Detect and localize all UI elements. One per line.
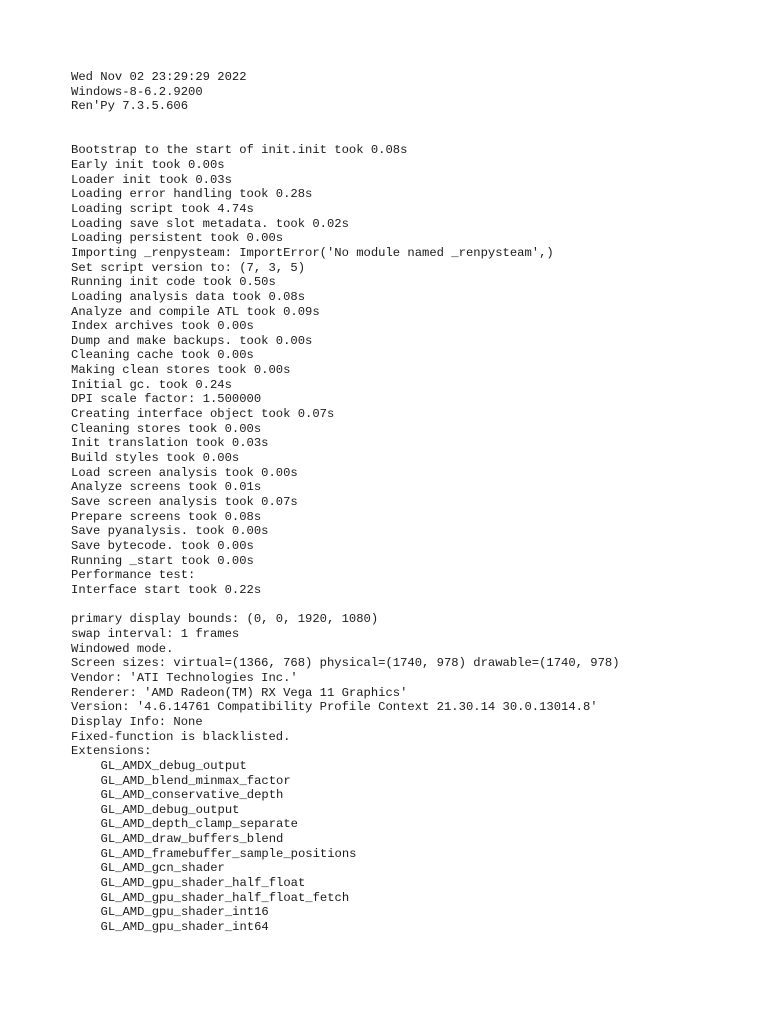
log-line: Version: '4.6.14761 Compatibility Profile Context 21.30.14 30.0.13014.8' bbox=[71, 700, 598, 715]
extension-item: GL_AMD_blend_minmax_factor bbox=[100, 773, 291, 788]
log-document bbox=[71, 70, 761, 935]
extension-item: GL_AMD_debug_output bbox=[100, 802, 240, 817]
log-line: Creating interface object took 0.07s bbox=[71, 407, 335, 422]
extensions-heading: Extensions: bbox=[71, 744, 152, 759]
extension-item: GL_AMD_gpu_shader_half_float_fetch bbox=[100, 890, 350, 905]
log-line: DPI scale factor: 1.500000 bbox=[71, 392, 262, 407]
blank-line bbox=[71, 129, 761, 144]
log-line: Analyze screens took 0.01s bbox=[71, 480, 262, 495]
log-line: Cleaning cache took 0.00s bbox=[71, 348, 254, 363]
log-line: Display Info: None bbox=[71, 714, 203, 729]
log-line: Vendor: 'ATI Technologies Inc.' bbox=[71, 670, 298, 685]
extension-item: GL_AMDX_debug_output bbox=[100, 758, 247, 773]
extension-item: GL_AMD_framebuffer_sample_positions bbox=[100, 846, 357, 861]
log-line: Save bytecode. took 0.00s bbox=[71, 539, 254, 553]
log-line: Making clean stores took 0.00s bbox=[71, 363, 291, 378]
header-date-line: Wed Nov 02 23:29:29 2022 bbox=[71, 70, 247, 84]
log-line: Dump and make backups. took 0.00s bbox=[71, 333, 313, 348]
log-line: Early init took 0.00s bbox=[71, 157, 225, 172]
log-line: Loading save slot metadata. took 0.02s bbox=[71, 216, 349, 231]
log-line: primary display bounds: (0, 0, 1920, 1080) bbox=[71, 612, 379, 627]
extension-item: GL_AMD_conservative_depth bbox=[100, 788, 284, 803]
log-line: Loader init took 0.03s bbox=[71, 172, 232, 187]
log-line: Renderer: 'AMD Radeon(TM) RX Vega 11 Graphics' bbox=[71, 685, 408, 700]
log-line: Loading analysis data took 0.08s bbox=[71, 289, 306, 304]
log-line: Prepare screens took 0.08s bbox=[71, 509, 262, 524]
log-line: swap interval: 1 frames bbox=[71, 626, 240, 641]
log-line: Analyze and compile ATL took 0.09s bbox=[71, 304, 320, 319]
header-section bbox=[71, 70, 761, 114]
blank-line bbox=[71, 114, 761, 129]
log-line: Running init code took 0.50s bbox=[71, 275, 276, 290]
log-line: Bootstrap to the start of init.init took 0.08s bbox=[71, 143, 408, 158]
log-line: Running _start took 0.00s bbox=[71, 553, 254, 568]
log-line: Fixed-function is blacklisted. bbox=[71, 729, 291, 744]
extension-item: GL_AMD_draw_buffers_blend bbox=[100, 832, 284, 847]
init-log-section bbox=[71, 143, 761, 597]
blank-line bbox=[71, 598, 761, 613]
log-line: Initial gc. took 0.24s bbox=[71, 377, 232, 392]
log-line: Interface start took 0.22s bbox=[71, 582, 262, 597]
log-line: Screen sizes: virtual=(1366, 768) physical=(1740, 978) drawable=(1740, 978) bbox=[71, 656, 620, 671]
log-line: Loading error handling took 0.28s bbox=[71, 187, 313, 202]
extension-item: GL_AMD_gpu_shader_int64 bbox=[100, 920, 269, 935]
log-line: Init translation took 0.03s bbox=[71, 436, 269, 451]
log-line: Save screen analysis took 0.07s bbox=[71, 495, 298, 510]
log-line: Windowed mode. bbox=[71, 641, 174, 656]
log-line: Set script version to: (7, 3, 5) bbox=[71, 260, 306, 275]
log-line: Performance test: bbox=[71, 568, 196, 583]
display-log-section bbox=[71, 612, 761, 759]
log-line: Index archives took 0.00s bbox=[71, 319, 254, 334]
log-line: Load screen analysis took 0.00s bbox=[71, 465, 298, 480]
log-line: Loading persistent took 0.00s bbox=[71, 231, 284, 246]
log-line: Cleaning stores took 0.00s bbox=[71, 421, 262, 436]
header-os-line: Windows-8-6.2.9200 bbox=[71, 84, 203, 99]
log-line: Importing _renpysteam: ImportError('No module named _renpysteam',) bbox=[71, 245, 554, 260]
log-line: Build styles took 0.00s bbox=[71, 451, 240, 466]
extension-item: GL_AMD_gpu_shader_int16 bbox=[100, 905, 269, 920]
extensions-list bbox=[71, 759, 761, 935]
header-renpy-version-line: Ren'Py 7.3.5.606 bbox=[71, 99, 189, 114]
extension-item: GL_AMD_depth_clamp_separate bbox=[100, 817, 298, 832]
log-line: Save pyanalysis. took 0.00s bbox=[71, 524, 269, 539]
extension-item: GL_AMD_gcn_shader bbox=[100, 861, 225, 876]
log-line: Loading script took 4.74s bbox=[71, 201, 254, 216]
extension-item: GL_AMD_gpu_shader_half_float bbox=[100, 876, 306, 891]
